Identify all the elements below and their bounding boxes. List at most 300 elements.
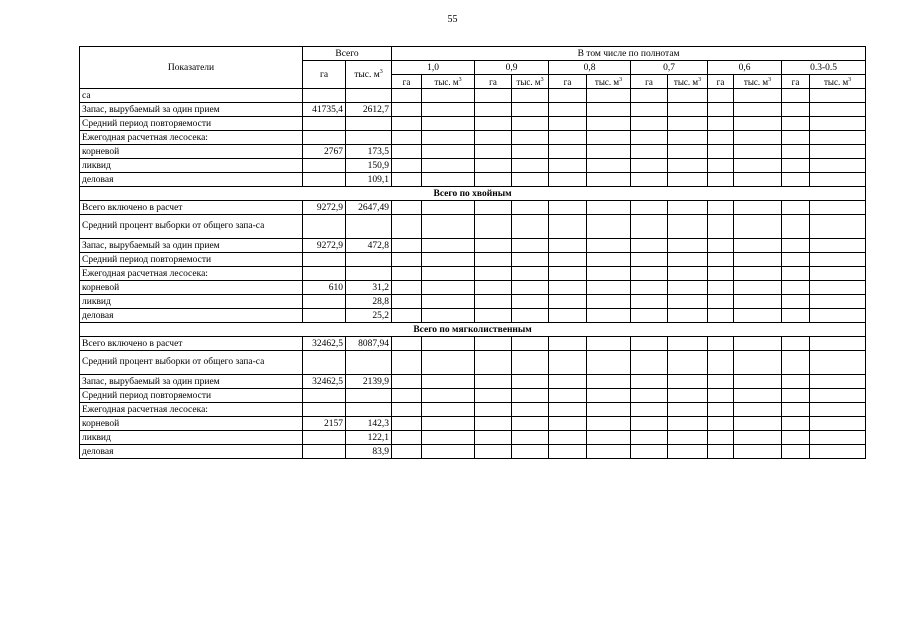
total-header: Всего [303, 47, 392, 61]
density-cell [587, 375, 631, 389]
density-cell [708, 145, 734, 159]
table-row [80, 267, 866, 281]
density-cell [392, 375, 422, 389]
row-label: Средний период повторяемости [80, 117, 303, 131]
row-label: корневой [80, 417, 303, 431]
row-label: Запас, вырубаемый за один прием [80, 239, 303, 253]
density-cell [475, 159, 512, 173]
density-cell [708, 351, 734, 375]
total-ha-cell: 41735,4 [303, 103, 346, 117]
density-cell [549, 281, 587, 295]
density-ha-header: га [475, 75, 512, 89]
density-cell [810, 173, 866, 187]
density-cell [549, 117, 587, 131]
density-cell [810, 389, 866, 403]
total-ha-cell [303, 295, 346, 309]
density-cell [475, 145, 512, 159]
density-cell [810, 267, 866, 281]
row-label: ликвид [80, 159, 303, 173]
row-label: Запас, вырубаемый за один прием [80, 103, 303, 117]
row-label: са [80, 89, 303, 103]
density-cell [475, 215, 512, 239]
density-cell [475, 253, 512, 267]
density-cell [549, 375, 587, 389]
density-cell [549, 103, 587, 117]
density-cell [475, 281, 512, 295]
density-cell [512, 89, 549, 103]
density-header: 0,7 [631, 61, 708, 75]
total-ha-cell [303, 389, 346, 403]
total-ha-cell [303, 131, 346, 145]
density-cell [512, 103, 549, 117]
density-cell [549, 253, 587, 267]
density-cell [708, 375, 734, 389]
total-ha-cell [303, 445, 346, 459]
density-ha-header: га [549, 75, 587, 89]
indicators-header: Показатели [80, 47, 303, 89]
density-cell [475, 417, 512, 431]
density-cell [782, 431, 810, 445]
density-cell [631, 145, 668, 159]
density-cell [587, 295, 631, 309]
density-cell [422, 215, 475, 239]
density-cell [422, 253, 475, 267]
row-label: Всего включено в расчет [80, 201, 303, 215]
density-cell [475, 89, 512, 103]
density-cell [734, 253, 782, 267]
density-cell [810, 417, 866, 431]
density-cell [587, 389, 631, 403]
density-cell [708, 215, 734, 239]
density-cell [475, 295, 512, 309]
density-cell [512, 417, 549, 431]
density-cell [587, 145, 631, 159]
table-row [80, 145, 866, 159]
density-cell [734, 403, 782, 417]
density-cell [708, 403, 734, 417]
table-row [80, 173, 866, 187]
total-ha-cell [303, 431, 346, 445]
density-cell [631, 131, 668, 145]
density-cell [512, 281, 549, 295]
table-row [80, 351, 866, 375]
density-cell [668, 337, 708, 351]
density-cell [668, 173, 708, 187]
density-cell [392, 267, 422, 281]
density-cell [668, 89, 708, 103]
total-ha-cell [303, 215, 346, 239]
table-row [80, 253, 866, 267]
density-cell [668, 159, 708, 173]
density-cell [631, 375, 668, 389]
density-cell [475, 389, 512, 403]
density-cell [587, 403, 631, 417]
density-cell [810, 215, 866, 239]
density-cell [512, 117, 549, 131]
density-cell [422, 403, 475, 417]
density-cell [708, 239, 734, 253]
total-vol-cell [346, 267, 392, 281]
density-cell [587, 337, 631, 351]
density-cell [587, 117, 631, 131]
density-cell [810, 239, 866, 253]
density-cell [392, 337, 422, 351]
density-cell [782, 281, 810, 295]
density-cell [734, 389, 782, 403]
density-cell [422, 145, 475, 159]
density-cell [668, 145, 708, 159]
total-vol-cell: 173,5 [346, 145, 392, 159]
total-vol-header: тыс. $м^3$ [346, 61, 392, 89]
density-cell [734, 267, 782, 281]
density-cell [631, 281, 668, 295]
including-header: В том числе по полнотам [392, 47, 866, 61]
section-row [80, 187, 866, 201]
density-cell [810, 431, 866, 445]
density-cell [708, 267, 734, 281]
density-cell [734, 89, 782, 103]
density-cell [668, 445, 708, 459]
page-number: 55 [447, 14, 458, 25]
density-cell [392, 431, 422, 445]
density-vol-header: тыс. $м^3$ [668, 75, 708, 89]
density-cell [422, 117, 475, 131]
row-label: Средний период повторяемости [80, 389, 303, 403]
section-row [80, 323, 866, 337]
density-cell [734, 445, 782, 459]
density-header: 0,8 [549, 61, 631, 75]
density-cell [631, 215, 668, 239]
table-row [80, 131, 866, 145]
density-cell [587, 159, 631, 173]
density-cell [782, 145, 810, 159]
density-cell [422, 159, 475, 173]
density-cell [422, 431, 475, 445]
density-cell [810, 253, 866, 267]
density-cell [392, 89, 422, 103]
density-cell [422, 417, 475, 431]
density-cell [549, 89, 587, 103]
density-cell [631, 337, 668, 351]
density-cell [392, 239, 422, 253]
density-cell [734, 337, 782, 351]
density-cell [512, 253, 549, 267]
density-cell [549, 201, 587, 215]
section-title: Всего по хвойным [80, 187, 866, 201]
total-vol-cell [346, 389, 392, 403]
density-cell [392, 309, 422, 323]
density-cell [422, 267, 475, 281]
density-cell [631, 431, 668, 445]
density-cell [422, 295, 475, 309]
density-cell [734, 131, 782, 145]
density-cell [668, 117, 708, 131]
density-cell [668, 215, 708, 239]
density-cell [708, 253, 734, 267]
total-vol-cell [346, 253, 392, 267]
total-ha-cell: 2157 [303, 417, 346, 431]
density-cell [668, 281, 708, 295]
density-cell [782, 417, 810, 431]
density-cell [734, 145, 782, 159]
density-cell [549, 239, 587, 253]
density-cell [708, 337, 734, 351]
density-cell [512, 445, 549, 459]
density-cell [668, 403, 708, 417]
density-cell [708, 417, 734, 431]
density-cell [734, 281, 782, 295]
density-cell [512, 295, 549, 309]
table-row [80, 431, 866, 445]
density-cell [708, 389, 734, 403]
density-cell [631, 117, 668, 131]
density-cell [512, 159, 549, 173]
density-cell [392, 131, 422, 145]
density-cell [512, 131, 549, 145]
total-vol-cell: 472,8 [346, 239, 392, 253]
density-cell [422, 337, 475, 351]
row-label: Ежегодная расчетная лесосека: [80, 131, 303, 145]
density-cell [392, 417, 422, 431]
density-cell [475, 375, 512, 389]
density-cell [782, 389, 810, 403]
density-cell [734, 103, 782, 117]
density-cell [668, 103, 708, 117]
density-vol-header: тыс. $м^3$ [810, 75, 866, 89]
density-cell [512, 145, 549, 159]
density-cell [422, 173, 475, 187]
total-vol-cell [346, 351, 392, 375]
density-cell [782, 267, 810, 281]
forest-indicators-table [79, 46, 866, 459]
density-cell [587, 431, 631, 445]
density-ha-header: га [782, 75, 810, 89]
density-cell [587, 351, 631, 375]
density-cell [708, 281, 734, 295]
density-cell [475, 131, 512, 145]
density-cell [512, 201, 549, 215]
density-header: 0,6 [708, 61, 782, 75]
density-cell [668, 295, 708, 309]
total-ha-cell [303, 89, 346, 103]
density-cell [668, 253, 708, 267]
density-cell [422, 103, 475, 117]
density-cell [734, 375, 782, 389]
table-row [80, 117, 866, 131]
density-cell [392, 351, 422, 375]
density-cell [422, 131, 475, 145]
density-cell [631, 445, 668, 459]
density-cell [512, 309, 549, 323]
row-label: деловая [80, 173, 303, 187]
density-cell [475, 431, 512, 445]
density-cell [782, 337, 810, 351]
density-cell [631, 159, 668, 173]
total-ha-cell: 2767 [303, 145, 346, 159]
density-cell [708, 159, 734, 173]
density-cell [512, 403, 549, 417]
density-cell [475, 117, 512, 131]
density-cell [475, 309, 512, 323]
total-vol-cell [346, 117, 392, 131]
density-cell [810, 201, 866, 215]
density-cell [734, 239, 782, 253]
density-cell [587, 201, 631, 215]
total-vol-cell: 28,8 [346, 295, 392, 309]
density-cell [587, 239, 631, 253]
row-label: Всего включено в расчет [80, 337, 303, 351]
density-cell [549, 431, 587, 445]
density-cell [782, 375, 810, 389]
total-vol-cell: 2612,7 [346, 103, 392, 117]
density-cell [587, 253, 631, 267]
density-cell [708, 131, 734, 145]
density-cell [668, 239, 708, 253]
density-cell [422, 389, 475, 403]
density-cell [587, 267, 631, 281]
density-header: 1,0 [392, 61, 475, 75]
density-cell [422, 201, 475, 215]
total-ha-cell [303, 351, 346, 375]
row-label: Средний процент выборки от общего запа-са [80, 351, 303, 375]
density-vol-header: тыс. $м^3$ [734, 75, 782, 89]
total-ha-cell [303, 253, 346, 267]
total-vol-cell [346, 403, 392, 417]
density-cell [475, 351, 512, 375]
density-cell [512, 375, 549, 389]
density-cell [734, 117, 782, 131]
density-cell [512, 431, 549, 445]
density-cell [392, 215, 422, 239]
density-cell [782, 173, 810, 187]
table-row [80, 403, 866, 417]
row-label: Ежегодная расчетная лесосека: [80, 267, 303, 281]
density-cell [782, 131, 810, 145]
density-cell [708, 117, 734, 131]
density-cell [668, 267, 708, 281]
table-body [80, 89, 866, 459]
table-row [80, 281, 866, 295]
row-label: корневой [80, 145, 303, 159]
density-cell [392, 117, 422, 131]
total-vol-cell: 25,2 [346, 309, 392, 323]
density-cell [549, 351, 587, 375]
total-vol-cell [346, 215, 392, 239]
density-cell [422, 89, 475, 103]
density-cell [708, 201, 734, 215]
density-cell [475, 239, 512, 253]
density-cell [810, 337, 866, 351]
density-cell [782, 295, 810, 309]
density-cell [512, 239, 549, 253]
density-vol-header: тыс. $м^3$ [512, 75, 549, 89]
total-ha-cell [303, 267, 346, 281]
density-cell [708, 295, 734, 309]
density-cell [549, 295, 587, 309]
density-cell [392, 253, 422, 267]
density-cell [810, 309, 866, 323]
density-cell [631, 403, 668, 417]
density-cell [549, 309, 587, 323]
row-label: корневой [80, 281, 303, 295]
density-cell [668, 309, 708, 323]
total-vol-cell: 8087,94 [346, 337, 392, 351]
density-cell [631, 295, 668, 309]
density-cell [512, 389, 549, 403]
table-row [80, 239, 866, 253]
density-cell [422, 445, 475, 459]
total-ha-cell: 32462,5 [303, 375, 346, 389]
density-cell [587, 445, 631, 459]
table-row [80, 201, 866, 215]
density-cell [549, 445, 587, 459]
total-vol-cell: 109,1 [346, 173, 392, 187]
density-cell [392, 389, 422, 403]
table-row [80, 215, 866, 239]
density-cell [810, 375, 866, 389]
density-cell [810, 103, 866, 117]
total-ha-cell [303, 309, 346, 323]
table-row [80, 337, 866, 351]
density-ha-header: га [708, 75, 734, 89]
row-label: Средний процент выборки от общего запа-са [80, 215, 303, 239]
density-cell [668, 131, 708, 145]
density-cell [475, 445, 512, 459]
density-cell [549, 389, 587, 403]
density-cell [512, 173, 549, 187]
density-cell [668, 431, 708, 445]
density-cell [392, 201, 422, 215]
density-cell [631, 173, 668, 187]
table-row [80, 417, 866, 431]
table-row [80, 159, 866, 173]
density-cell [587, 89, 631, 103]
density-cell [810, 403, 866, 417]
density-cell [512, 215, 549, 239]
density-cell [631, 201, 668, 215]
row-label: Запас, вырубаемый за один прием [80, 375, 303, 389]
table-row [80, 375, 866, 389]
density-cell [631, 389, 668, 403]
density-cell [422, 281, 475, 295]
density-cell [668, 375, 708, 389]
density-cell [631, 239, 668, 253]
density-cell [782, 201, 810, 215]
density-header: 0.3-0.5 [782, 61, 866, 75]
density-cell [734, 431, 782, 445]
density-cell [810, 145, 866, 159]
density-cell [422, 239, 475, 253]
density-vol-header: тыс. $м^3$ [587, 75, 631, 89]
density-cell [392, 173, 422, 187]
density-cell [631, 351, 668, 375]
density-cell [631, 267, 668, 281]
row-label: Средний период повторяемости [80, 253, 303, 267]
density-cell [475, 103, 512, 117]
total-vol-cell [346, 131, 392, 145]
density-cell [810, 159, 866, 173]
density-cell [587, 215, 631, 239]
density-cell [782, 159, 810, 173]
density-cell [734, 417, 782, 431]
table-row [80, 295, 866, 309]
density-cell [587, 309, 631, 323]
total-vol-cell [346, 89, 392, 103]
density-cell [810, 89, 866, 103]
density-cell [708, 445, 734, 459]
total-vol-cell: 2139,9 [346, 375, 392, 389]
density-cell [668, 389, 708, 403]
